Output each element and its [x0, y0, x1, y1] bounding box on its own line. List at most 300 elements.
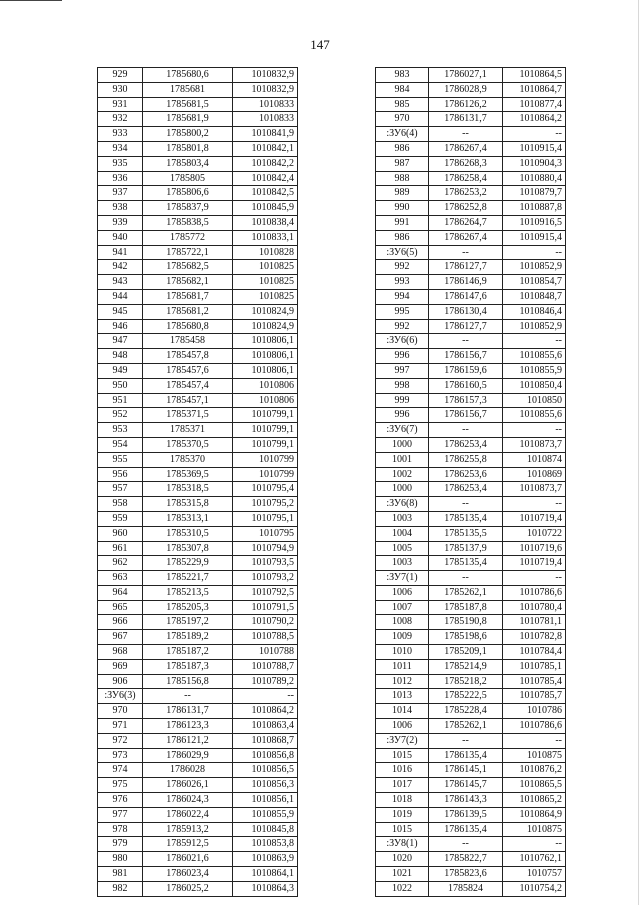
y-coordinate-cell: 1010845,9 — [233, 201, 298, 216]
y-coordinate-cell: 1010846,4 — [503, 304, 566, 319]
x-coordinate-cell: 1786255,8 — [429, 452, 503, 467]
point-number-cell: 940 — [98, 230, 143, 245]
y-coordinate-cell: 1010887,8 — [503, 201, 566, 216]
y-coordinate-cell: 1010825 — [233, 260, 298, 275]
x-coordinate-cell: 1786267,4 — [429, 141, 503, 156]
table-row — [376, 437, 566, 452]
x-coordinate-cell: 1785371,5 — [143, 408, 233, 423]
y-coordinate-cell: 1010780,4 — [503, 600, 566, 615]
table-row — [376, 852, 566, 867]
table-row — [376, 793, 566, 808]
x-coordinate-cell: 1785135,4 — [429, 556, 503, 571]
point-number-cell: 906 — [98, 674, 143, 689]
table-row — [98, 556, 298, 571]
y-coordinate-cell: 1010875 — [503, 748, 566, 763]
table-row — [98, 437, 298, 452]
point-number-cell: 985 — [376, 97, 429, 112]
point-number-cell: :ЗУ6(6) — [376, 334, 429, 349]
y-coordinate-cell: 1010864,7 — [503, 82, 566, 97]
y-coordinate-cell: 1010853,8 — [233, 837, 298, 852]
x-coordinate-cell: 1785912,5 — [143, 837, 233, 852]
x-coordinate-cell: 1786135,4 — [429, 748, 503, 763]
table-row — [376, 141, 566, 156]
point-number-cell: 929 — [98, 68, 143, 83]
y-coordinate-cell: 1010793,2 — [233, 571, 298, 586]
y-coordinate-cell: 1010833 — [233, 97, 298, 112]
x-coordinate-cell: 1785229,9 — [143, 556, 233, 571]
point-number-cell: 1015 — [376, 748, 429, 763]
y-coordinate-cell: 1010873,7 — [503, 482, 566, 497]
point-number-cell: 1007 — [376, 600, 429, 615]
table-row — [376, 541, 566, 556]
y-coordinate-cell: 1010806 — [233, 393, 298, 408]
y-coordinate-cell: 1010785,7 — [503, 689, 566, 704]
table-row — [98, 289, 298, 304]
x-coordinate-cell: 1786131,7 — [429, 112, 503, 127]
point-number-cell: 984 — [376, 82, 429, 97]
y-coordinate-cell: -- — [503, 571, 566, 586]
y-coordinate-cell: 1010785,1 — [503, 659, 566, 674]
table-row — [98, 378, 298, 393]
x-coordinate-cell: 1786264,7 — [429, 215, 503, 230]
table-row — [376, 511, 566, 526]
point-number-cell: 1012 — [376, 674, 429, 689]
x-coordinate-cell: 1786022,4 — [143, 807, 233, 822]
y-coordinate-cell: 1010865,2 — [503, 793, 566, 808]
table-row — [98, 571, 298, 586]
x-coordinate-cell: 1786156,7 — [429, 349, 503, 364]
y-coordinate-cell: 1010842,5 — [233, 186, 298, 201]
table-row — [98, 319, 298, 334]
table-row — [98, 793, 298, 808]
point-number-cell: 1008 — [376, 615, 429, 630]
point-number-cell: 981 — [98, 867, 143, 882]
y-coordinate-cell: 1010825 — [233, 275, 298, 290]
point-number-cell: 936 — [98, 171, 143, 186]
y-coordinate-cell: -- — [503, 733, 566, 748]
point-number-cell: 1003 — [376, 511, 429, 526]
table-row — [376, 867, 566, 882]
table-row — [98, 393, 298, 408]
table-row — [98, 156, 298, 171]
x-coordinate-cell: 1785221,7 — [143, 571, 233, 586]
x-coordinate-cell: 1785682,5 — [143, 260, 233, 275]
y-coordinate-cell: 1010754,2 — [503, 881, 566, 896]
table-row — [376, 689, 566, 704]
point-number-cell: 947 — [98, 334, 143, 349]
table-row — [376, 600, 566, 615]
point-number-cell: 990 — [376, 201, 429, 216]
point-number-cell: 1009 — [376, 630, 429, 645]
point-number-cell: 989 — [376, 186, 429, 201]
table-row — [376, 334, 566, 349]
point-number-cell: 952 — [98, 408, 143, 423]
table-row — [376, 733, 566, 748]
table-row — [376, 571, 566, 586]
y-coordinate-cell: 1010833,1 — [233, 230, 298, 245]
table-row — [98, 260, 298, 275]
x-coordinate-cell: 1785457,4 — [143, 378, 233, 393]
x-coordinate-cell: 1786135,4 — [429, 822, 503, 837]
table-row — [376, 408, 566, 423]
x-coordinate-cell: 1785187,2 — [143, 645, 233, 660]
point-number-cell: :ЗУ6(8) — [376, 497, 429, 512]
table-row — [376, 289, 566, 304]
y-coordinate-cell: 1010795,1 — [233, 511, 298, 526]
y-coordinate-cell: 1010856,1 — [233, 793, 298, 808]
y-coordinate-cell: 1010795,2 — [233, 497, 298, 512]
y-coordinate-cell: 1010841,9 — [233, 127, 298, 142]
table-row — [98, 689, 298, 704]
table-row — [376, 82, 566, 97]
point-number-cell: 1015 — [376, 822, 429, 837]
y-coordinate-cell: 1010864,5 — [503, 68, 566, 83]
y-coordinate-cell: 1010790,2 — [233, 615, 298, 630]
x-coordinate-cell: -- — [429, 733, 503, 748]
x-coordinate-cell: 1785681,5 — [143, 97, 233, 112]
point-number-cell: 960 — [98, 526, 143, 541]
x-coordinate-cell: 1785681,9 — [143, 112, 233, 127]
y-coordinate-cell: 1010874 — [503, 452, 566, 467]
point-number-cell: 942 — [98, 260, 143, 275]
y-coordinate-cell: 1010824,9 — [233, 319, 298, 334]
table-row — [376, 807, 566, 822]
table-row — [376, 260, 566, 275]
table-row — [376, 482, 566, 497]
point-number-cell: 937 — [98, 186, 143, 201]
y-coordinate-cell: 1010838,4 — [233, 215, 298, 230]
table-row — [98, 423, 298, 438]
x-coordinate-cell: 1785228,4 — [429, 704, 503, 719]
point-number-cell: 979 — [98, 837, 143, 852]
x-coordinate-cell: 1785214,9 — [429, 659, 503, 674]
x-coordinate-cell: 1785135,4 — [429, 511, 503, 526]
table-row — [376, 556, 566, 571]
y-coordinate-cell: 1010719,6 — [503, 541, 566, 556]
x-coordinate-cell: 1785682,1 — [143, 275, 233, 290]
y-coordinate-cell: 1010806,1 — [233, 349, 298, 364]
x-coordinate-cell: 1786123,3 — [143, 719, 233, 734]
x-coordinate-cell: 1785800,2 — [143, 127, 233, 142]
x-coordinate-cell: 1786127,7 — [429, 260, 503, 275]
y-coordinate-cell: -- — [503, 837, 566, 852]
table-row — [98, 615, 298, 630]
y-coordinate-cell: 1010788,5 — [233, 630, 298, 645]
y-coordinate-cell: 1010786,6 — [503, 585, 566, 600]
x-coordinate-cell: 1786160,5 — [429, 378, 503, 393]
point-number-cell: 966 — [98, 615, 143, 630]
y-coordinate-cell: 1010904,3 — [503, 156, 566, 171]
x-coordinate-cell: 1786143,3 — [429, 793, 503, 808]
y-coordinate-cell: 1010864,2 — [233, 704, 298, 719]
y-coordinate-cell: 1010781,1 — [503, 615, 566, 630]
point-number-cell: 1003 — [376, 556, 429, 571]
table-row — [98, 467, 298, 482]
table-row — [98, 600, 298, 615]
point-number-cell: 1000 — [376, 437, 429, 452]
table-row — [98, 349, 298, 364]
point-number-cell: 977 — [98, 807, 143, 822]
x-coordinate-cell: 1786028 — [143, 763, 233, 778]
y-coordinate-cell: 1010864,9 — [503, 807, 566, 822]
y-coordinate-cell: 1010869 — [503, 467, 566, 482]
point-number-cell: 999 — [376, 393, 429, 408]
x-coordinate-cell: 1786023,4 — [143, 867, 233, 882]
point-number-cell: 1014 — [376, 704, 429, 719]
table-row — [376, 881, 566, 896]
table-row — [376, 393, 566, 408]
point-number-cell: 970 — [98, 704, 143, 719]
table-row — [376, 630, 566, 645]
point-number-cell: 943 — [98, 275, 143, 290]
point-number-cell: 1005 — [376, 541, 429, 556]
point-number-cell: 930 — [98, 82, 143, 97]
table-row — [376, 526, 566, 541]
table-row — [98, 334, 298, 349]
table-row — [98, 112, 298, 127]
table-row — [98, 630, 298, 645]
y-coordinate-cell: 1010864,3 — [233, 881, 298, 896]
point-number-cell: 951 — [98, 393, 143, 408]
table-row — [98, 215, 298, 230]
point-number-cell: 975 — [98, 778, 143, 793]
point-number-cell: 974 — [98, 763, 143, 778]
x-coordinate-cell: 1785135,5 — [429, 526, 503, 541]
x-coordinate-cell: 1785187,3 — [143, 659, 233, 674]
table-row — [98, 186, 298, 201]
y-coordinate-cell: 1010863,9 — [233, 852, 298, 867]
x-coordinate-cell: 1785197,2 — [143, 615, 233, 630]
table-row — [376, 763, 566, 778]
table-row — [376, 112, 566, 127]
x-coordinate-cell: -- — [429, 127, 503, 142]
y-coordinate-cell: 1010806,1 — [233, 334, 298, 349]
point-number-cell: 986 — [376, 230, 429, 245]
y-coordinate-cell: 1010855,6 — [503, 349, 566, 364]
y-coordinate-cell: 1010850,4 — [503, 378, 566, 393]
point-number-cell: 964 — [98, 585, 143, 600]
table-row — [376, 171, 566, 186]
y-coordinate-cell: 1010876,2 — [503, 763, 566, 778]
x-coordinate-cell: 1786131,7 — [143, 704, 233, 719]
point-number-cell: :ЗУ6(4) — [376, 127, 429, 142]
point-number-cell: 969 — [98, 659, 143, 674]
point-number-cell: 932 — [98, 112, 143, 127]
x-coordinate-cell: 1785307,8 — [143, 541, 233, 556]
table-row — [376, 719, 566, 734]
y-coordinate-cell: 1010792,5 — [233, 585, 298, 600]
point-number-cell: 958 — [98, 497, 143, 512]
point-number-cell: 1017 — [376, 778, 429, 793]
x-coordinate-cell: 1786027,1 — [429, 68, 503, 83]
point-number-cell: 939 — [98, 215, 143, 230]
point-number-cell: 988 — [376, 171, 429, 186]
point-number-cell: 980 — [98, 852, 143, 867]
y-coordinate-cell: 1010915,4 — [503, 141, 566, 156]
table-row — [98, 511, 298, 526]
table-row — [376, 748, 566, 763]
y-coordinate-cell: 1010879,7 — [503, 186, 566, 201]
y-coordinate-cell: -- — [503, 127, 566, 142]
point-number-cell: 976 — [98, 793, 143, 808]
table-row — [98, 97, 298, 112]
y-coordinate-cell: 1010832,9 — [233, 68, 298, 83]
table-row — [376, 452, 566, 467]
y-coordinate-cell: 1010786,6 — [503, 719, 566, 734]
x-coordinate-cell: 1786130,4 — [429, 304, 503, 319]
table-row — [376, 423, 566, 438]
x-coordinate-cell: 1786127,7 — [429, 319, 503, 334]
table-row — [98, 719, 298, 734]
point-number-cell: :ЗУ7(2) — [376, 733, 429, 748]
table-row — [98, 704, 298, 719]
x-coordinate-cell: -- — [429, 334, 503, 349]
table-row — [376, 349, 566, 364]
y-coordinate-cell: 1010784,4 — [503, 645, 566, 660]
y-coordinate-cell: -- — [503, 245, 566, 260]
table-row — [98, 733, 298, 748]
point-number-cell: :ЗУ7(1) — [376, 571, 429, 586]
x-coordinate-cell: 1786146,9 — [429, 275, 503, 290]
point-number-cell: 1001 — [376, 452, 429, 467]
x-coordinate-cell: 1785222,5 — [429, 689, 503, 704]
table-row — [98, 275, 298, 290]
table-row — [98, 230, 298, 245]
y-coordinate-cell: 1010856,3 — [233, 778, 298, 793]
point-number-cell: 948 — [98, 349, 143, 364]
x-coordinate-cell: 1785680,8 — [143, 319, 233, 334]
y-coordinate-cell: 1010799,1 — [233, 408, 298, 423]
point-number-cell: 1016 — [376, 763, 429, 778]
y-coordinate-cell: 1010788 — [233, 645, 298, 660]
y-coordinate-cell: 1010757 — [503, 867, 566, 882]
y-coordinate-cell: 1010832,9 — [233, 82, 298, 97]
x-coordinate-cell: 1785913,2 — [143, 822, 233, 837]
point-number-cell: 967 — [98, 630, 143, 645]
x-coordinate-cell: 1785824 — [429, 881, 503, 896]
table-row — [98, 482, 298, 497]
x-coordinate-cell: 1785805 — [143, 171, 233, 186]
point-number-cell: 955 — [98, 452, 143, 467]
y-coordinate-cell: 1010789,2 — [233, 674, 298, 689]
table-row — [376, 822, 566, 837]
y-coordinate-cell: 1010794,9 — [233, 541, 298, 556]
y-coordinate-cell: 1010828 — [233, 245, 298, 260]
table-row — [98, 778, 298, 793]
point-number-cell: 996 — [376, 408, 429, 423]
x-coordinate-cell: 1786029,9 — [143, 748, 233, 763]
table-row — [98, 881, 298, 896]
table-row — [98, 201, 298, 216]
point-number-cell: 931 — [98, 97, 143, 112]
y-coordinate-cell: 1010842,4 — [233, 171, 298, 186]
y-coordinate-cell: 1010785,4 — [503, 674, 566, 689]
y-coordinate-cell: 1010806,1 — [233, 363, 298, 378]
table-row — [98, 659, 298, 674]
x-coordinate-cell: 1785369,5 — [143, 467, 233, 482]
x-coordinate-cell: 1785262,1 — [429, 585, 503, 600]
table-row — [376, 585, 566, 600]
point-number-cell: :ЗУ6(3) — [98, 689, 143, 704]
x-coordinate-cell: 1786139,5 — [429, 807, 503, 822]
y-coordinate-cell: 1010852,9 — [503, 260, 566, 275]
y-coordinate-cell: 1010782,8 — [503, 630, 566, 645]
x-coordinate-cell: 1785218,2 — [429, 674, 503, 689]
table-row — [376, 304, 566, 319]
point-number-cell: 1018 — [376, 793, 429, 808]
y-coordinate-cell: 1010880,4 — [503, 171, 566, 186]
table-row — [98, 452, 298, 467]
table-row — [376, 497, 566, 512]
x-coordinate-cell: 1785823,6 — [429, 867, 503, 882]
table-row — [376, 378, 566, 393]
y-coordinate-cell: 1010793,5 — [233, 556, 298, 571]
x-coordinate-cell: 1785187,8 — [429, 600, 503, 615]
x-coordinate-cell: 1785680,6 — [143, 68, 233, 83]
y-coordinate-cell: 1010799 — [233, 467, 298, 482]
point-number-cell: 983 — [376, 68, 429, 83]
x-coordinate-cell: 1786026,1 — [143, 778, 233, 793]
point-number-cell: 982 — [98, 881, 143, 896]
y-coordinate-cell: 1010877,4 — [503, 97, 566, 112]
y-coordinate-cell: 1010806 — [233, 378, 298, 393]
point-number-cell: 992 — [376, 319, 429, 334]
x-coordinate-cell: 1786258,4 — [429, 171, 503, 186]
table-row — [98, 674, 298, 689]
x-coordinate-cell: 1786028,9 — [429, 82, 503, 97]
point-number-cell: 938 — [98, 201, 143, 216]
point-number-cell: 995 — [376, 304, 429, 319]
x-coordinate-cell: 1786021,6 — [143, 852, 233, 867]
x-coordinate-cell: 1786252,8 — [429, 201, 503, 216]
x-coordinate-cell: 1785458 — [143, 334, 233, 349]
x-coordinate-cell: 1786253,4 — [429, 482, 503, 497]
table-row — [376, 467, 566, 482]
x-coordinate-cell: 1785822,7 — [429, 852, 503, 867]
table-row — [376, 245, 566, 260]
y-coordinate-cell: 1010795,4 — [233, 482, 298, 497]
point-number-cell: 1004 — [376, 526, 429, 541]
point-number-cell: :ЗУ6(7) — [376, 423, 429, 438]
table-row — [98, 645, 298, 660]
y-coordinate-cell: 1010786 — [503, 704, 566, 719]
y-coordinate-cell: 1010788,7 — [233, 659, 298, 674]
point-number-cell: 957 — [98, 482, 143, 497]
point-number-cell: 1021 — [376, 867, 429, 882]
table-row — [98, 763, 298, 778]
y-coordinate-cell: 1010915,4 — [503, 230, 566, 245]
x-coordinate-cell: 1786268,3 — [429, 156, 503, 171]
x-coordinate-cell: 1785205,3 — [143, 600, 233, 615]
y-coordinate-cell: 1010865,5 — [503, 778, 566, 793]
x-coordinate-cell: -- — [429, 497, 503, 512]
coordinates-table-right — [375, 67, 566, 897]
table-row — [376, 674, 566, 689]
x-coordinate-cell: 1785772 — [143, 230, 233, 245]
table-row — [376, 127, 566, 142]
table-row — [376, 215, 566, 230]
x-coordinate-cell: 1785681,7 — [143, 289, 233, 304]
table-row — [376, 363, 566, 378]
table-row — [376, 68, 566, 83]
point-number-cell: 972 — [98, 733, 143, 748]
table-row — [376, 156, 566, 171]
x-coordinate-cell: 1785190,8 — [429, 615, 503, 630]
point-number-cell: 993 — [376, 275, 429, 290]
y-coordinate-cell: 1010873,7 — [503, 437, 566, 452]
x-coordinate-cell: 1785213,5 — [143, 585, 233, 600]
y-coordinate-cell: 1010868,7 — [233, 733, 298, 748]
